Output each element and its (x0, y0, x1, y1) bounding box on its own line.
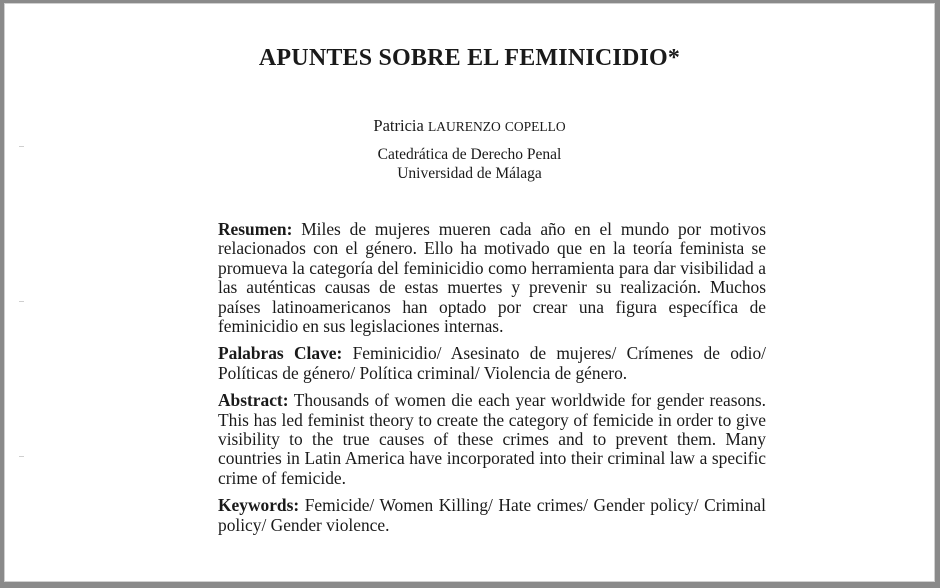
palabras-clave-paragraph (218, 344, 766, 383)
abstract-label: Abstract: (218, 390, 289, 411)
resumen-paragraph (218, 220, 766, 336)
abstract-text: Thousands of women die each year worldwide for gender reasons. This has led feminist theory to create the category of femicide in order to give visibility to the true causes of these crimes and to prevent them. Many countries in Latin America have incorporated into their criminal law a specific crime of femicide. (218, 390, 766, 488)
abstract-block (218, 220, 766, 543)
resumen-text: Miles de mujeres mueren cada año en el mundo por motivos relacionados con el género. Ello ha motivado que en la teoría feminista se promueva la categoría del feminicidio como herramienta para dar visibilidad a las auténticas causas de estas muertes y prevenir su realización. Muchos países latinoamericanos han optado por crear una figura específica de feminicidio en sus legislaciones internas. (218, 219, 766, 337)
margin-mark (19, 456, 24, 457)
author-surname-2: COPELLO (504, 119, 566, 134)
palabras-clave-label: Palabras Clave: (218, 343, 343, 364)
affiliation-university: Universidad de Málaga (397, 165, 542, 182)
article-title: APUNTES SOBRE EL FEMINICIDIO* (258, 45, 681, 71)
keywords-paragraph (218, 496, 766, 535)
author-name (5, 116, 934, 136)
abstract-paragraph (218, 391, 766, 488)
author-affiliation (5, 145, 934, 183)
margin-mark (19, 301, 24, 302)
resumen-label: Resumen: (218, 219, 293, 239)
keywords-text: Femicide/ Women Killing/ Hate crimes/ Gender policy/ Criminal policy/ Gender violence. (218, 495, 766, 535)
keywords-label: Keywords: (218, 495, 300, 516)
author-surname-1: LAURENZO (427, 119, 501, 134)
document-page (4, 3, 935, 582)
author-first-name: Patricia (373, 116, 424, 135)
palabras-clave-text: Feminicidio/ Asesinato de mujeres/ Crímenes de odio/ Políticas de género/ Política criminal/ Violencia de género. (218, 343, 766, 383)
affiliation-position: Catedrática de Derecho Penal (377, 146, 562, 163)
